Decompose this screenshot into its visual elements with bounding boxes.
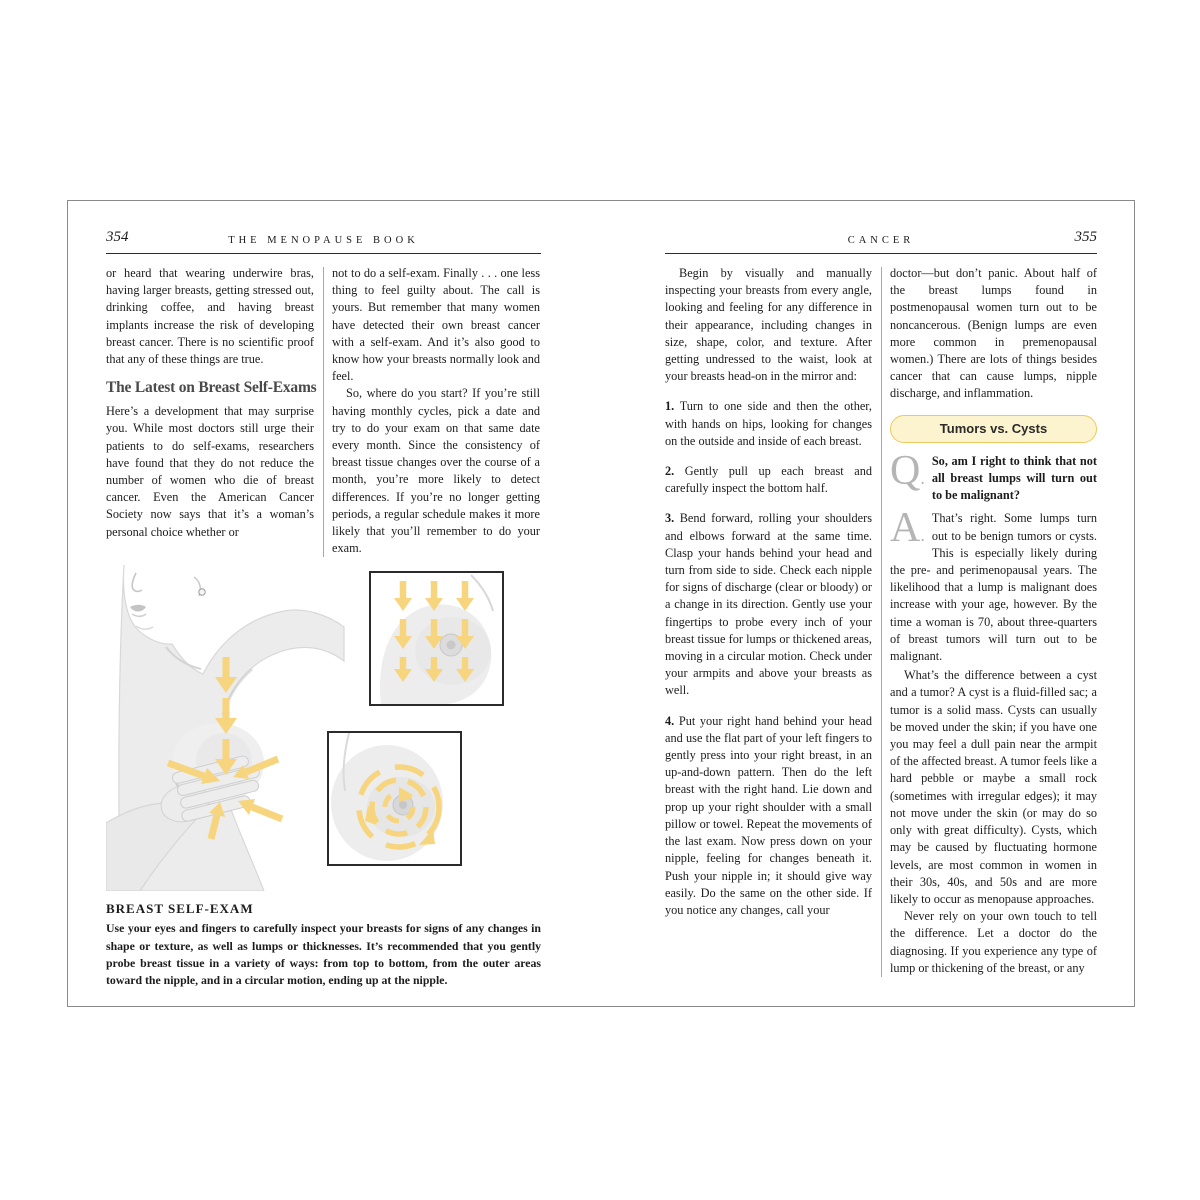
step-text: Put your right hand behind your head and use the flat part of your left fingers to gently press into your right breast, in an up-and-down pattern. Then do the left breast with the right hand. Lie down and prop up your right shoulder with a small pillow or towel. Repeat the movements of the last exam. Now press down on your nipple, feeling for changes beneath it. Push your nipple in; it should give way easily. Do the same on the other side. If you notice any changes, call your <box>665 713 872 917</box>
paragraph: So, where do you start? If you’re still having monthly cycles, pick a date and try to do your exam on that same date every month. Since the consistency of breast tissue changes over the course of a month, you’re more likely to detect differences. If you’re no longer getting periods, a regular schedule makes it more likely that you’ll remember to do your exam. <box>332 386 540 556</box>
column-rule <box>323 267 324 557</box>
paragraph: or heard that wearing underwire bras, having larger breasts, getting stressed out, drinking coffee, and having breast implants increase the risk of developing breast cancer. There is no scientific proof that any of these things are true. <box>106 266 314 367</box>
page-355 <box>665 229 1097 977</box>
earring <box>199 589 205 595</box>
self-exam-figure <box>106 565 541 895</box>
page-number-right: 355 <box>1074 229 1097 245</box>
paragraph: not to do a self-exam. Finally . . . one less thing to feel guilty about. The call is yours. But remember that many women have detected their own breast cancer with a self-exam. And it’s also good to know how your breasts normally look and feel. <box>332 266 540 384</box>
paragraph: Begin by visually and manually inspecting your breasts from every angle, looking and feeling for any difference in their appearance, including changes in size, shape, color, and texture. After getting undressed to the waist, look at your breasts head-on in the mirror and: <box>665 266 872 384</box>
page-354-header <box>106 229 541 254</box>
step-number: 4. <box>665 713 675 728</box>
paragraph: Never rely on your own touch to tell the difference. Let a doctor do the diagnosing. If you experience any type of lump or thickening of the breast, or any <box>890 909 1097 975</box>
numbered-step <box>665 463 872 497</box>
page-355-header <box>665 229 1097 254</box>
paragraph: doctor—but don’t panic. About half of the breast lumps found in postmenopausal women turn out to be noncancerous. (Benign lumps are even more common in premenopausal women.) There are lots of things besides cancer that can cause lumps, nipple discharge, and inflammation. <box>890 266 1097 401</box>
page-355-columns <box>665 265 1097 977</box>
woman-self-exam-illustration <box>106 565 346 891</box>
numbered-step <box>665 398 872 450</box>
running-head-left: THE MENOPAUSE BOOK <box>228 235 419 246</box>
step-number: 3. <box>665 511 675 526</box>
figure-caption-body: Use your eyes and fingers to carefully inspect your breasts for signs of any changes in shape or texture, as well as lumps or thicknesses. It’s recommended that you gently probe breast tissue in a variety of ways: from top to bottom, from the outer areas toward the nipple, and in a circular motion, ending up at the nipple. <box>106 921 541 988</box>
numbered-step <box>665 713 872 919</box>
paragraph: Here’s a development that may surprise you. While most doctors still urge their patients to do self-exams, researchers have found that they do not reduce the number of women who die of breast cancer. Even the American Cancer Society now says that it’s a woman’s personal choice whether or <box>106 404 314 539</box>
running-head-right: CANCER <box>847 235 915 246</box>
q-dropcap: Q. <box>890 447 925 494</box>
tumors-vs-cysts-badge: Tumors vs. Cysts <box>890 415 1097 443</box>
step-number: 2. <box>665 464 675 479</box>
step-text: Bend forward, rolling your shoulders and elbows forward at the same time. Clasp your hands behind your head and turn from side to side. Check each nipple for signs of discharge (clear or bloody) or a change in its direction. Gently use your fingertips to probe every inch of your breast tissue for lumps or thickened areas, moving in a circular motion. Check under your armpits and above your breasts as well. <box>665 511 872 698</box>
step-number: 1. <box>665 399 675 414</box>
answer-text: That’s right. Some lumps turn out to be benign tumors or cysts. This is especially likely during the pre- and perimenopausal years. The likelihood that a lump is malignant does increase with your age, however. By the time a woman is 70, about three-quarters of breast tumors will turn out to be malignant. <box>890 511 1097 664</box>
question-block <box>890 447 1097 505</box>
page-354 <box>106 229 541 989</box>
page-354-columns <box>106 265 541 557</box>
answer-block <box>890 505 1097 665</box>
step-text: Gently pull up each breast and carefully inspect the bottom half. <box>665 464 872 496</box>
question-text: So, am I right to think that not all breast lumps will turn out to be malignant? <box>931 453 1097 503</box>
step-text: Turn to one side and then the other, with hands on hips, looking for changes on the outside and inside of each breast. <box>665 399 872 448</box>
page-354-col1 <box>106 265 317 557</box>
figure-caption-title: BREAST SELF-EXAM <box>106 901 254 917</box>
figure-caption <box>106 901 541 989</box>
page-355-col1 <box>665 265 872 977</box>
page-355-col2 <box>890 265 1097 977</box>
page-354-col2 <box>332 265 540 557</box>
paragraph: What’s the difference between a cyst and a tumor? A cyst is a fluid-filled sac; a tumor is a solid mass. Cysts can usually be moved under the skin; if you have one you may feel a dull pain near the armpit of the affected breast. A tumor feels like a hard pebble or maybe a small rock (sometimes with irregular edges); it may not move under the skin (or may do so only with great difficulty). Cysts, which may be caused by fluctuating hormone levels, are most common in women in their 30s, 40s, and 50s and are more likely to occur as menopause approaches. <box>890 668 1097 906</box>
circular-motion-inset <box>327 731 462 866</box>
grid-down-arrows-icon <box>394 581 474 682</box>
section-heading: The Latest on Breast Self-Exams <box>106 379 317 397</box>
spread-frame <box>67 200 1135 1007</box>
up-down-pattern-inset <box>369 571 504 706</box>
column-rule <box>881 267 882 977</box>
page-number-left: 354 <box>106 229 129 245</box>
a-dropcap: A. <box>890 505 925 552</box>
numbered-step <box>665 510 872 699</box>
